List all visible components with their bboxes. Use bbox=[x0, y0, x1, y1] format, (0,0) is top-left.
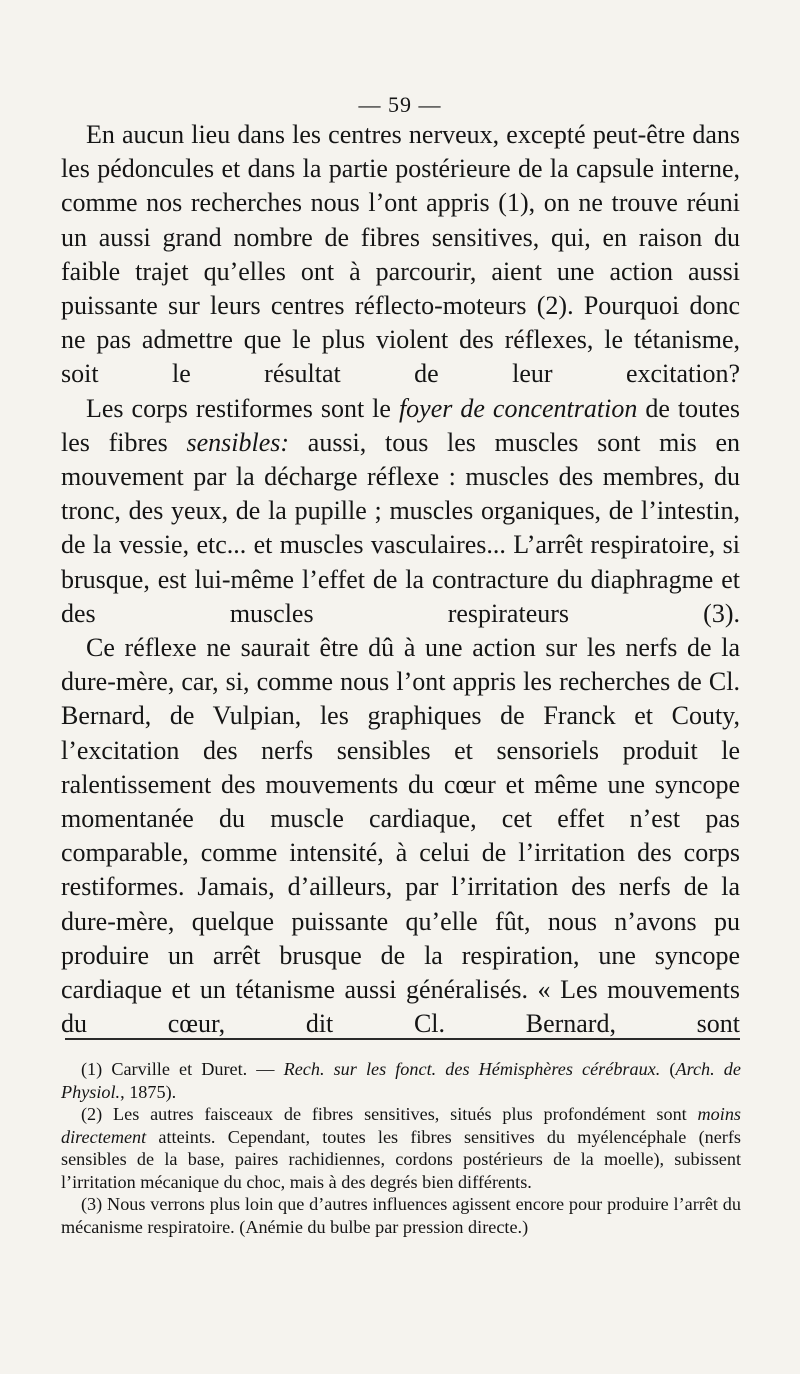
paragraph-1 bbox=[61, 118, 740, 392]
footnote-2-text-b: atteints. Cependant, toutes les fibres sensitives du myélencéphale (nerfs sensibles de la base, paires rachidiennes, cordons postérieurs de la moelle), subissent l’irritation mécanique du choc, mais à des degrés bien différents. bbox=[61, 1126, 741, 1192]
paragraph-3 bbox=[61, 631, 740, 1041]
paragraph-2-text-b: de toutes les fibres bbox=[61, 393, 740, 457]
footnote-1-journal: Arch. de Physiol. bbox=[61, 1059, 741, 1102]
paragraph-3-text: Ce réflexe ne saurait être dû à une action sur les nerfs de la dure-mère, car, si, comme nous l’ont appris les recherches de Cl. Bernard, de Vulpian, les graphiques de Franck et Couty, l’excitation des nerfs sensibles et sensoriels produit le ralentissement des mouvements du cœur et même une syncope momentanée du muscle cardiaque, cet effet n’est pas comparable, comme intensité, à celui de l’irritation des corps restiformes. Jamais, d’ailleurs, par l’irritation des nerfs de la dure-mère, quelque puissante qu’elle fût, nous n’avons pu produire un arrêt brusque de la respiration, une syncope cardiaque et un tétanisme aussi généralisés. « Les mouvements du cœur, dit Cl. Bernard, sont bbox=[61, 633, 740, 1039]
footnotes bbox=[61, 1058, 741, 1238]
main-text bbox=[61, 118, 740, 1041]
emphasis-sensibles: sensibles: bbox=[186, 427, 290, 457]
footnote-1-text-b: ( bbox=[660, 1059, 676, 1079]
footnote-2 bbox=[61, 1103, 741, 1193]
footnote-1-text-c: , 1875). bbox=[120, 1081, 177, 1102]
footnote-3 bbox=[61, 1193, 741, 1238]
paragraph-1-text: En aucun lieu dans les centres nerveux, excepté peut-être dans les pédoncules et dans la partie postérieure de la capsule interne, comme nos recherches nous l’ont appris (1), on ne trouve réuni un aussi grand nombre de fibres sensitives, qui, en raison du faible trajet qu’elles ont à parcourir, aient une action aussi puissante sur leurs centres réflecto-moteurs (2). Pourquoi donc ne pas admettre que le plus violent des réflexes, le tétanisme, soit le résultat de leur excitation? bbox=[61, 120, 740, 389]
footnote-divider bbox=[65, 1038, 740, 1040]
footnote-3-text: (3) Nous verrons plus loin que d’autres influences agissent encore pour produire l’arrêt du mécanisme respiratoire. (Anémie du bulbe par pression directe.) bbox=[61, 1194, 741, 1237]
footnote-2-text-a: (2) Les autres faisceaux de fibres sensitives, situés plus profondément sont bbox=[81, 1104, 698, 1124]
page-number: — 59 — bbox=[358, 92, 442, 117]
paragraph-2-text-a: Les corps restiformes sont le bbox=[86, 393, 399, 423]
emphasis-foyer-de-concentration: foyer de concentration bbox=[398, 393, 638, 423]
footnote-1 bbox=[61, 1058, 741, 1103]
footnote-2-emphasis: moins directement bbox=[61, 1104, 741, 1147]
paragraph-2 bbox=[61, 392, 740, 631]
footnote-1-text-a: (1) Carville et Duret. — bbox=[81, 1059, 284, 1079]
paragraph-2-text-c: aussi, tous les muscles sont mis en mouvement par la décharge réflexe : muscles des membres, du tronc, des yeux, de la pupille ; muscles organiques, de l’intestin, de la vessie, etc... et muscles vasculaires... L’arrêt respiratoire, si brusque, est lui-même l’effet de la contracture du diaphragme et des muscles respirateurs (3). bbox=[61, 427, 740, 628]
footnote-1-title: Rech. sur les fonct. des Hémisphères cérébraux. bbox=[283, 1059, 661, 1079]
